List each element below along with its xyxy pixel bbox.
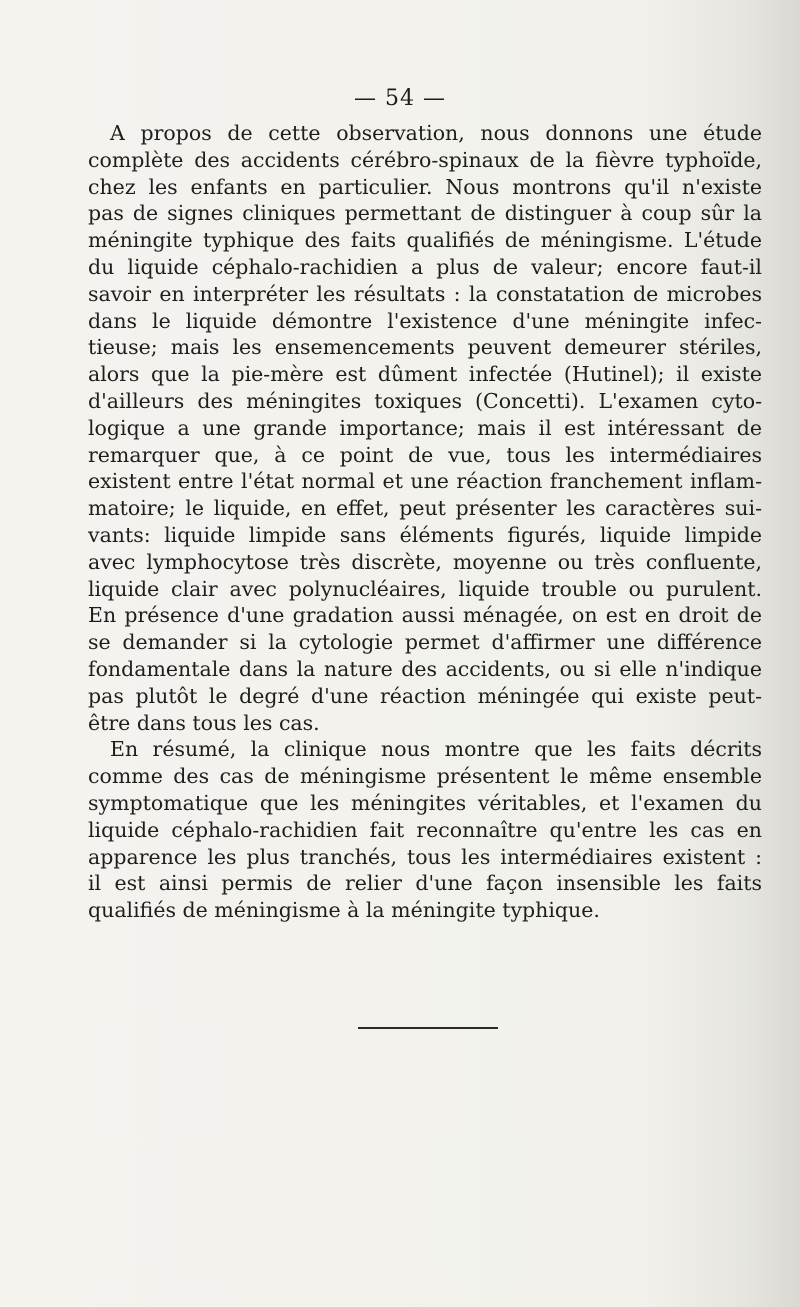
text-line: remarquer que, à ce point de vue, tous les intermédiaires <box>88 442 762 467</box>
text-line: En résumé, la clinique nous montre que les faits décrits <box>110 737 762 762</box>
page-number: — 54 — <box>354 86 446 111</box>
text-line: vants: liquide limpide sans éléments figurés, liquide limpide <box>88 522 762 547</box>
text-line: qualifiés de méningisme à la méningite typhique. <box>88 898 600 923</box>
text-line: apparence les plus tranchés, tous les intermédiaires existent : <box>88 844 762 869</box>
paragraph-1 <box>88 120 762 736</box>
text-line: se demander si la cytologie permet d'affirmer une différence <box>88 630 762 655</box>
text-line: être dans tous les cas. <box>88 710 320 735</box>
text-line: méningite typhique des faits qualifiés de méningisme. L'étude <box>88 228 762 253</box>
text-line: chez les enfants en particulier. Nous montrons qu'il n'existe <box>88 174 762 199</box>
text-line: pas plutôt le degré d'une réaction méningée qui existe peut- <box>88 683 762 708</box>
text-line: logique a une grande importance; mais il est intéressant de <box>88 415 762 440</box>
text-line: alors que la pie-mère est dûment infectée (Hutinel); il existe <box>88 362 762 387</box>
text-line: d'ailleurs des méningites toxiques (Concetti). L'examen cyto- <box>88 388 762 413</box>
text-line: du liquide céphalo-rachidien a plus de valeur; encore faut-il <box>88 254 762 279</box>
text-line: existent entre l'état normal et une réaction franchement inflam- <box>88 469 762 494</box>
paragraph-2 <box>88 736 762 924</box>
text-line: En présence d'une gradation aussi ménagée, on est en droit de <box>88 603 762 628</box>
text-line: comme des cas de méningisme présentent le même ensemble <box>88 764 762 789</box>
text-line: avec lymphocytose très discrète, moyenne ou très confluente, <box>88 549 762 574</box>
text-line: symptomatique que les méningites véritables, et l'examen du <box>88 790 762 815</box>
text-line: fondamentale dans la nature des accidents, ou si elle n'indique <box>88 656 762 681</box>
text-line: dans le liquide démontre l'existence d'une méningite infec- <box>88 308 762 333</box>
body-text <box>88 120 762 924</box>
text-line: il est ainsi permis de relier d'une façon insensible les faits <box>88 871 762 896</box>
text-line: savoir en interpréter les résultats : la constatation de microbes <box>88 281 762 306</box>
text-line: liquide céphalo-rachidien fait reconnaître qu'entre les cas en <box>88 817 762 842</box>
text-line: tieuse; mais les ensemencements peuvent demeurer stériles, <box>88 335 762 360</box>
end-rule <box>358 1027 498 1029</box>
text-line: matoire; le liquide, en effet, peut présenter les caractères sui- <box>88 496 762 521</box>
text-line: liquide clair avec polynucléaires, liquide trouble ou purulent. <box>88 576 762 601</box>
text-line: A propos de cette observation, nous donnons une étude <box>110 121 762 145</box>
text-line: pas de signes cliniques permettant de distinguer à coup sûr la <box>88 201 762 226</box>
text-line: complète des accidents cérébro-spinaux de la fièvre typhoïde, <box>88 147 762 172</box>
